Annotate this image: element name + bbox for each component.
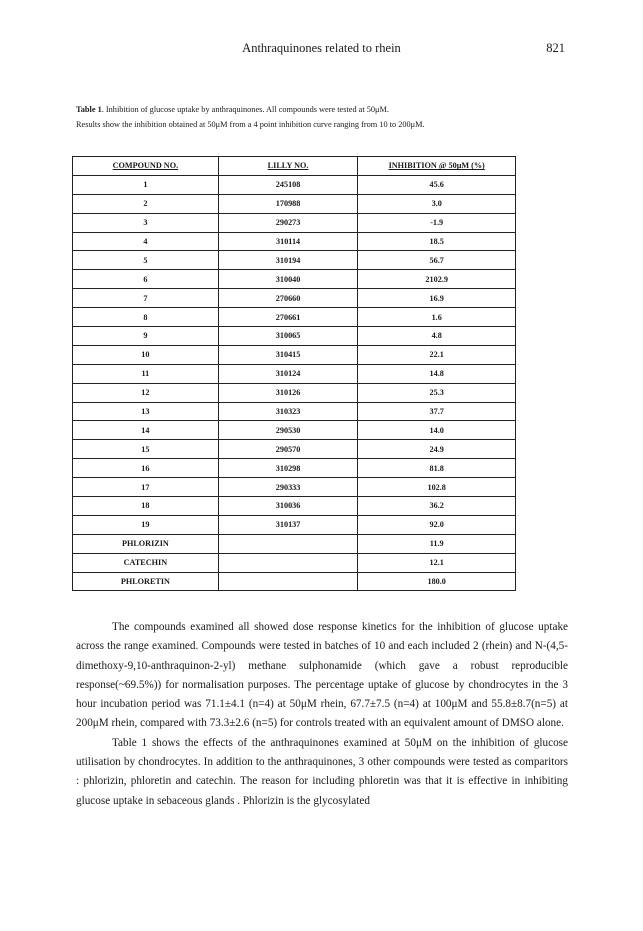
table-row [73, 213, 516, 232]
cell-inhibition: 22.1 [358, 345, 516, 364]
table-row [73, 553, 516, 572]
paragraph: The compounds examined all showed dose response kinetics for the inhibition of glucose uptake across the range examined. Compounds were tested in batches of 10 and each included 2 (rhein) and N-(4,5-dimethoxy-9,10-anthraquinon-2-yl) methane sulphonamide (which gave a robust reproducible response(~69.5%)) for normalisation purposes. The percentage uptake of glucose by chondrocytes in the 3 hour incubation period was 71.1±4.1 (n=4) at 50μM rhein, 67.7±7.5 (n=4) at 100μM and 55.8±8.7(n=5) at 200μM rhein, compared with 73.3±2.6 (n=5) for controls treated with an equivalent amount of DMSO alone. [76, 621, 568, 730]
cell-lilly-no: 310065 [218, 327, 358, 346]
cell-compound-no: 9 [73, 327, 219, 346]
page-header [0, 41, 643, 59]
cell-inhibition: 14.8 [358, 364, 516, 383]
cell-compound-no: PHLORETIN [73, 572, 219, 591]
table-row [73, 515, 516, 534]
cell-lilly-no: 310298 [218, 459, 358, 478]
cell-compound-no: 8 [73, 308, 219, 327]
table-row [73, 440, 516, 459]
cell-compound-no: 15 [73, 440, 219, 459]
cell-inhibition: 12.1 [358, 553, 516, 572]
table-row [73, 289, 516, 308]
cell-lilly-no: 310036 [218, 497, 358, 516]
cell-inhibition: -1.9 [358, 213, 516, 232]
cell-inhibition: 56.7 [358, 251, 516, 270]
table-row [73, 175, 516, 194]
table-row [73, 327, 516, 346]
cell-lilly-no: 290530 [218, 421, 358, 440]
table-row [73, 308, 516, 327]
cell-compound-no: 11 [73, 364, 219, 383]
cell-inhibition: 1.6 [358, 308, 516, 327]
cell-lilly-no: 290333 [218, 478, 358, 497]
cell-compound-no: 3 [73, 213, 219, 232]
cell-inhibition: 3.0 [358, 194, 516, 213]
table-row [73, 194, 516, 213]
table-row [73, 497, 516, 516]
cell-lilly-no: 310415 [218, 345, 358, 364]
table-row [73, 534, 516, 553]
cell-lilly-no: 245108 [218, 175, 358, 194]
cell-inhibition: 18.5 [358, 232, 516, 251]
table-row [73, 421, 516, 440]
cell-compound-no: 1 [73, 175, 219, 194]
table-row [73, 383, 516, 402]
header-lilly-no: LILLY NO. [218, 157, 358, 176]
cell-compound-no: 4 [73, 232, 219, 251]
cell-lilly-no: 310114 [218, 232, 358, 251]
cell-inhibition: 102.8 [358, 478, 516, 497]
table-body [73, 175, 516, 591]
cell-compound-no: 6 [73, 270, 219, 289]
table-row [73, 232, 516, 251]
table-row [73, 251, 516, 270]
cell-lilly-no: 290273 [218, 213, 358, 232]
table-header-row [73, 157, 516, 176]
cell-compound-no: 5 [73, 251, 219, 270]
cell-inhibition: 11.9 [358, 534, 516, 553]
cell-compound-no: 7 [73, 289, 219, 308]
cell-lilly-no [218, 553, 358, 572]
page-number: 821 [546, 41, 565, 55]
paragraph: Table 1 shows the effects of the anthraquinones examined at 50μM on the inhibition of glucose utilisation by chondrocytes. In addition to the anthraquinones, 3 other compounds were tested as comparitors : phlorizin, phloretin and catechin. The reason for including phloretin was that it is effective in inhibiting glucose uptake in sebaceous glands . Phlorizin is the glycosylated [76, 736, 568, 807]
cell-compound-no: 13 [73, 402, 219, 421]
cell-lilly-no: 310126 [218, 383, 358, 402]
results-table [72, 156, 516, 591]
cell-compound-no: 10 [73, 345, 219, 364]
header-compound-no: COMPOUND NO. [73, 157, 219, 176]
header-inhibition: INHIBITION @ 50μM (%) [358, 157, 516, 176]
running-title: Anthraquinones related to rhein [242, 41, 401, 55]
cell-lilly-no: 290570 [218, 440, 358, 459]
cell-lilly-no: 310137 [218, 515, 358, 534]
cell-lilly-no [218, 572, 358, 591]
cell-inhibition: 24.9 [358, 440, 516, 459]
cell-lilly-no: 310323 [218, 402, 358, 421]
cell-lilly-no: 170988 [218, 194, 358, 213]
cell-compound-no: 19 [73, 515, 219, 534]
table-row [73, 402, 516, 421]
cell-inhibition: 37.7 [358, 402, 516, 421]
cell-compound-no: 18 [73, 497, 219, 516]
cell-lilly-no: 310194 [218, 251, 358, 270]
caption-line-1 [76, 102, 556, 117]
table-row [73, 270, 516, 289]
table-row [73, 572, 516, 591]
cell-lilly-no: 270660 [218, 289, 358, 308]
cell-inhibition: 36.2 [358, 497, 516, 516]
caption-line-2: Results show the inhibition obtained at 50μM from a 4 point inhibition curve ranging from 10 to 200μM. [76, 120, 425, 129]
caption-text: . Inhibition of glucose uptake by anthraquinones. All compounds were tested at 50μM. [101, 105, 389, 114]
cell-inhibition: 14.0 [358, 421, 516, 440]
cell-compound-no: PHLORIZIN [73, 534, 219, 553]
table-row [73, 345, 516, 364]
cell-compound-no: 14 [73, 421, 219, 440]
cell-lilly-no: 310124 [218, 364, 358, 383]
cell-lilly-no: 310040 [218, 270, 358, 289]
cell-compound-no: 2 [73, 194, 219, 213]
cell-compound-no: 16 [73, 459, 219, 478]
cell-inhibition: 25.3 [358, 383, 516, 402]
table-row [73, 478, 516, 497]
cell-inhibition: 92.0 [358, 515, 516, 534]
cell-inhibition: 16.9 [358, 289, 516, 308]
cell-compound-no: 12 [73, 383, 219, 402]
body-text [76, 618, 568, 811]
cell-inhibition: 45.6 [358, 175, 516, 194]
cell-lilly-no: 270661 [218, 308, 358, 327]
cell-lilly-no [218, 534, 358, 553]
table-caption [76, 102, 556, 132]
table-row [73, 459, 516, 478]
cell-inhibition: 81.8 [358, 459, 516, 478]
cell-inhibition: 180.0 [358, 572, 516, 591]
cell-inhibition: 2102.9 [358, 270, 516, 289]
cell-compound-no: CATECHIN [73, 553, 219, 572]
cell-inhibition: 4.8 [358, 327, 516, 346]
cell-compound-no: 17 [73, 478, 219, 497]
table-row [73, 364, 516, 383]
caption-label: Table 1 [76, 105, 102, 114]
